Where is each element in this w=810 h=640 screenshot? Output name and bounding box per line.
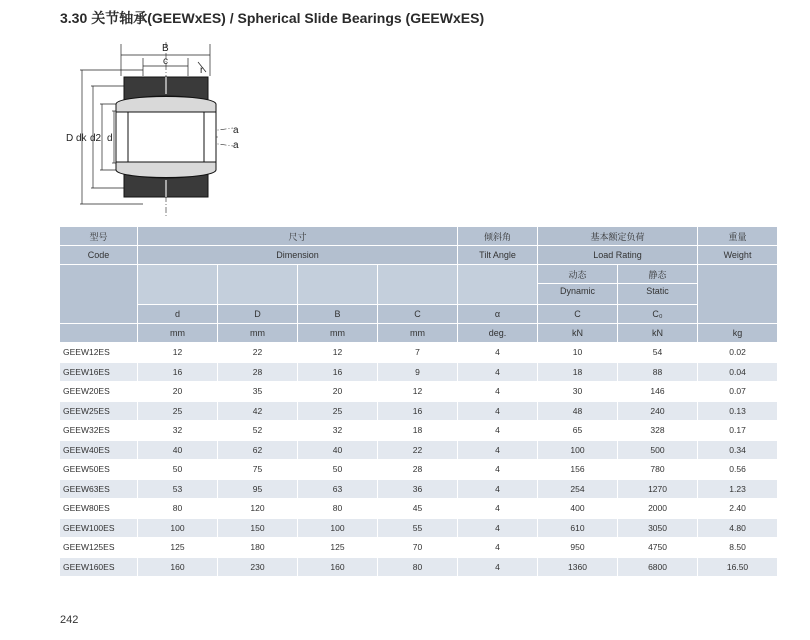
cell-kg: 2.40	[698, 499, 777, 518]
label-d2: d2	[90, 133, 102, 144]
cell-C: 12	[378, 382, 457, 401]
cell-code: GEEW50ES	[60, 460, 137, 479]
header-unit-d: mm	[138, 324, 217, 342]
cell-Cdyn: 1360	[538, 558, 617, 577]
cell-kg: 0.17	[698, 421, 777, 440]
table-row	[60, 382, 777, 401]
cell-alpha: 4	[458, 519, 537, 538]
cell-D: 62	[218, 441, 297, 460]
page-number: 242	[60, 614, 79, 626]
table-row	[60, 499, 777, 518]
cell-kg: 0.13	[698, 402, 777, 421]
table-row	[60, 460, 777, 479]
cell-Cdyn: 48	[538, 402, 617, 421]
page-title	[60, 8, 484, 28]
cell-B: 80	[298, 499, 377, 518]
header-sym-Cdyn: C	[538, 305, 617, 323]
header-sym-D: D	[218, 305, 297, 323]
cell-code: GEEW63ES	[60, 480, 137, 499]
header-model-spacer	[60, 265, 137, 323]
cell-kg: 16.50	[698, 558, 777, 577]
cell-alpha: 4	[458, 441, 537, 460]
cell-alpha: 4	[458, 421, 537, 440]
label-dk: dk	[76, 133, 87, 144]
header-tilt-cn: 倾斜角	[458, 227, 537, 245]
inner-ring-section	[116, 97, 216, 178]
cell-alpha: 4	[458, 363, 537, 382]
cell-code: GEEW125ES	[60, 538, 137, 557]
cell-alpha: 4	[458, 402, 537, 421]
label-c: c	[163, 56, 168, 67]
cell-d: 80	[138, 499, 217, 518]
cell-B: 40	[298, 441, 377, 460]
header-unit-Cdyn: kN	[538, 324, 617, 342]
cell-Cdyn: 100	[538, 441, 617, 460]
cell-C0: 6800	[618, 558, 697, 577]
cell-d: 125	[138, 538, 217, 557]
cell-Cdyn: 10	[538, 343, 617, 362]
cell-code: GEEW80ES	[60, 499, 137, 518]
cell-kg: 0.04	[698, 363, 777, 382]
cell-D: 75	[218, 460, 297, 479]
header-C-spacer	[378, 265, 457, 304]
header-load-en: Load Rating	[538, 246, 697, 264]
cell-C0: 1270	[618, 480, 697, 499]
header-unit-C: mm	[378, 324, 457, 342]
cell-code: GEEW40ES	[60, 441, 137, 460]
cell-D: 150	[218, 519, 297, 538]
cell-alpha: 4	[458, 499, 537, 518]
cell-code: GEEW32ES	[60, 421, 137, 440]
table-row	[60, 558, 777, 577]
cell-D: 35	[218, 382, 297, 401]
cell-code: GEEW20ES	[60, 382, 137, 401]
cell-C: 22	[378, 441, 457, 460]
cell-kg: 4.80	[698, 519, 777, 538]
label-D: D	[66, 133, 74, 144]
table-row	[60, 538, 777, 557]
header-unit-C0: kN	[618, 324, 697, 342]
cell-D: 230	[218, 558, 297, 577]
label-d: d	[107, 133, 113, 144]
header-unit-weight: kg	[698, 324, 777, 342]
cell-alpha: 4	[458, 343, 537, 362]
cell-Cdyn: 400	[538, 499, 617, 518]
cell-C0: 3050	[618, 519, 697, 538]
cell-d: 20	[138, 382, 217, 401]
cell-alpha: 4	[458, 460, 537, 479]
cell-Cdyn: 65	[538, 421, 617, 440]
cell-B: 160	[298, 558, 377, 577]
cell-kg: 0.56	[698, 460, 777, 479]
cell-C: 18	[378, 421, 457, 440]
header-unit-D: mm	[218, 324, 297, 342]
header-sym-C0: C₀	[618, 305, 697, 323]
table-row	[60, 480, 777, 499]
cell-Cdyn: 156	[538, 460, 617, 479]
cell-d: 25	[138, 402, 217, 421]
header-sym-d: d	[138, 305, 217, 323]
table-row	[60, 363, 777, 382]
header-dynamic-en: Dynamic	[538, 284, 617, 304]
cell-D: 42	[218, 402, 297, 421]
cell-alpha: 4	[458, 538, 537, 557]
cell-d: 12	[138, 343, 217, 362]
cell-D: 52	[218, 421, 297, 440]
table-body	[60, 343, 777, 576]
cell-C: 70	[378, 538, 457, 557]
cell-C: 28	[378, 460, 457, 479]
cell-C0: 88	[618, 363, 697, 382]
cell-d: 53	[138, 480, 217, 499]
label-r: r	[200, 65, 204, 76]
spec-table	[59, 226, 778, 577]
cell-kg: 1.23	[698, 480, 777, 499]
header-B-spacer	[298, 265, 377, 304]
header-weight-cn: 重量	[698, 227, 777, 245]
header-sym-B: B	[298, 305, 377, 323]
cell-kg: 0.02	[698, 343, 777, 362]
cell-Cdyn: 30	[538, 382, 617, 401]
cell-B: 16	[298, 363, 377, 382]
cell-C0: 54	[618, 343, 697, 362]
cell-C0: 328	[618, 421, 697, 440]
header-dimension-en: Dimension	[138, 246, 457, 264]
cell-C0: 4750	[618, 538, 697, 557]
header-weight-spacer	[698, 265, 777, 323]
cell-d: 16	[138, 363, 217, 382]
cell-Cdyn: 610	[538, 519, 617, 538]
header-d-spacer	[138, 265, 217, 304]
cell-C: 55	[378, 519, 457, 538]
cell-B: 25	[298, 402, 377, 421]
table-row	[60, 343, 777, 362]
table-row	[60, 519, 777, 538]
cell-C: 7	[378, 343, 457, 362]
cell-d: 160	[138, 558, 217, 577]
cell-C0: 240	[618, 402, 697, 421]
cell-d: 100	[138, 519, 217, 538]
table-row	[60, 421, 777, 440]
cell-D: 120	[218, 499, 297, 518]
cell-D: 95	[218, 480, 297, 499]
cell-D: 22	[218, 343, 297, 362]
header-model-en: Code	[60, 246, 137, 264]
cell-C: 9	[378, 363, 457, 382]
cell-C0: 146	[618, 382, 697, 401]
cell-C: 45	[378, 499, 457, 518]
cell-d: 50	[138, 460, 217, 479]
cell-B: 125	[298, 538, 377, 557]
cell-C0: 500	[618, 441, 697, 460]
cell-D: 180	[218, 538, 297, 557]
cell-B: 32	[298, 421, 377, 440]
cell-B: 50	[298, 460, 377, 479]
header-tilt-en: Tilt Angle	[458, 246, 537, 264]
header-model-cn: 型号	[60, 227, 137, 245]
header-load-cn: 基本额定负荷	[538, 227, 697, 245]
cell-C: 80	[378, 558, 457, 577]
cell-alpha: 4	[458, 558, 537, 577]
header-sym-C: C	[378, 305, 457, 323]
header-dynamic-cn: 动态	[538, 265, 617, 283]
table-header	[60, 227, 777, 342]
cell-code: GEEW12ES	[60, 343, 137, 362]
cell-code: GEEW25ES	[60, 402, 137, 421]
header-alpha-spacer	[458, 265, 537, 304]
cell-kg: 0.34	[698, 441, 777, 460]
bearing-cross-section-diagram	[58, 36, 258, 222]
label-tilt-a-upper: a	[233, 125, 239, 136]
header-static-en: Static	[618, 284, 697, 304]
section-title: 关节轴承(GEEWxES) / Spherical Slide Bearings (GEEWxES)	[91, 10, 485, 26]
cell-kg: 0.07	[698, 382, 777, 401]
header-weight-en: Weight	[698, 246, 777, 264]
table-row	[60, 441, 777, 460]
cell-kg: 8.50	[698, 538, 777, 557]
cell-d: 32	[138, 421, 217, 440]
header-unit-alpha: deg.	[458, 324, 537, 342]
cell-B: 63	[298, 480, 377, 499]
cell-alpha: 4	[458, 480, 537, 499]
header-dimension-cn: 尺寸	[138, 227, 457, 245]
cell-code: GEEW100ES	[60, 519, 137, 538]
cell-alpha: 4	[458, 382, 537, 401]
cell-D: 28	[218, 363, 297, 382]
header-unit-spacer	[60, 324, 137, 342]
header-sym-alpha: α	[458, 305, 537, 323]
cell-B: 20	[298, 382, 377, 401]
table-row	[60, 402, 777, 421]
cell-Cdyn: 950	[538, 538, 617, 557]
label-B: B	[162, 43, 169, 54]
cell-B: 12	[298, 343, 377, 362]
header-unit-B: mm	[298, 324, 377, 342]
cell-B: 100	[298, 519, 377, 538]
cell-code: GEEW16ES	[60, 363, 137, 382]
cell-Cdyn: 18	[538, 363, 617, 382]
label-tilt-a-lower: a	[233, 140, 239, 151]
header-static-cn: 静态	[618, 265, 697, 283]
cell-C0: 2000	[618, 499, 697, 518]
cell-Cdyn: 254	[538, 480, 617, 499]
cell-C0: 780	[618, 460, 697, 479]
cell-d: 40	[138, 441, 217, 460]
section-number: 3.30	[60, 10, 88, 26]
cell-C: 16	[378, 402, 457, 421]
header-D-spacer	[218, 265, 297, 304]
cell-code: GEEW160ES	[60, 558, 137, 577]
cell-C: 36	[378, 480, 457, 499]
